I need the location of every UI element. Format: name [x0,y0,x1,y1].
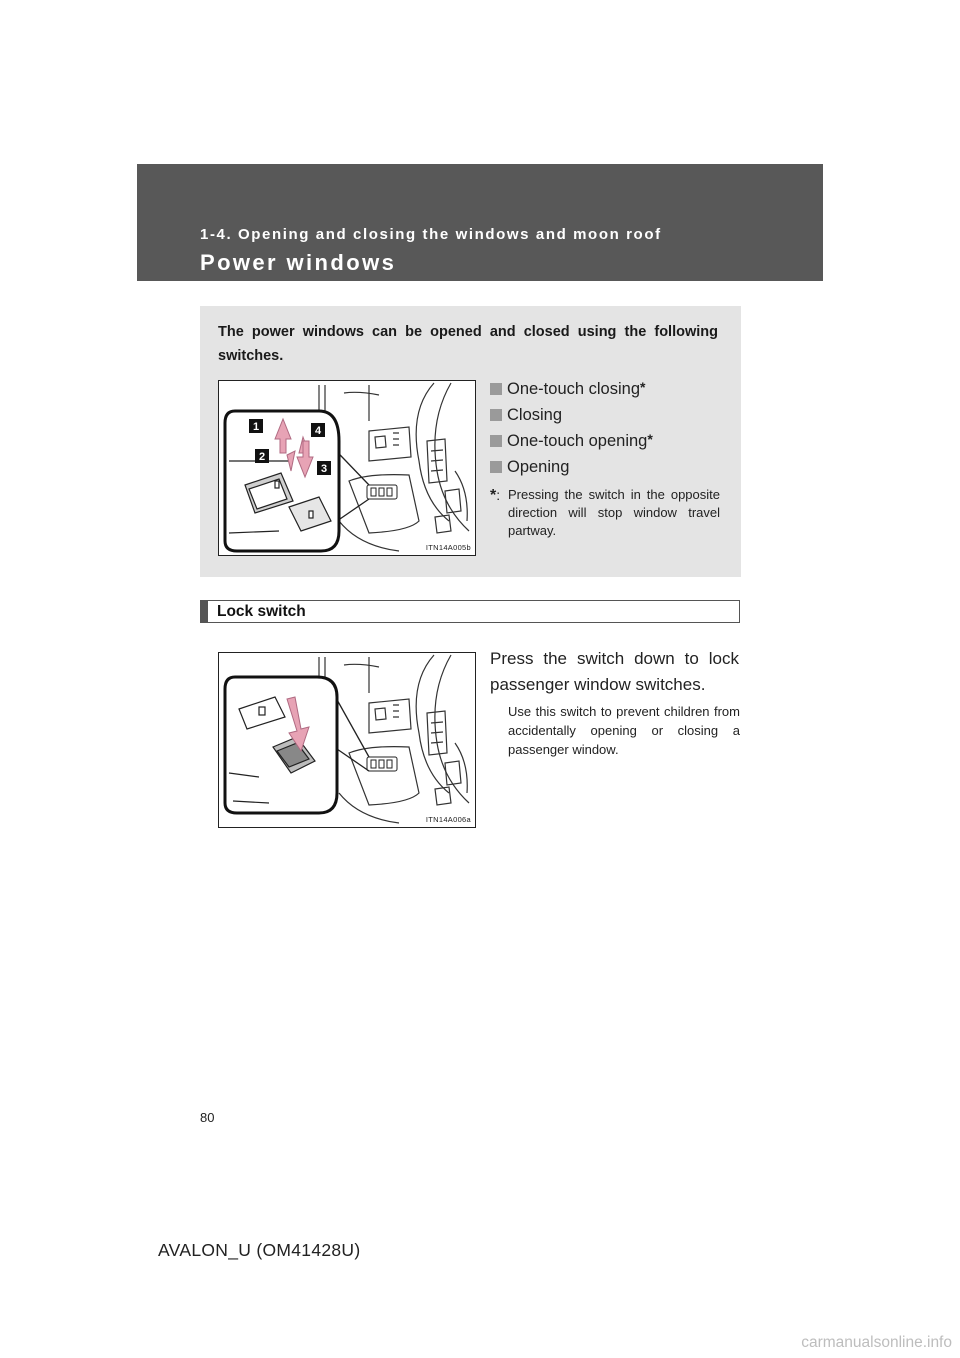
callout-3: 3 [320,463,328,475]
legend-label: Opening [507,457,570,476]
legend-label: Closing [507,405,563,424]
section-label: 1-4. Opening and closing the windows and moon roof [200,226,662,243]
legend-square-3 [490,435,502,447]
legend-label: One-touch closing [507,379,640,398]
page-number: 80 [200,1110,215,1125]
window-switch-figure [218,380,476,556]
legend-square-1 [490,383,502,395]
callout-4: 4 [314,425,322,437]
legend-item-one-touch-closing: One-touch closing * [490,376,722,402]
legend-footnote [490,486,720,540]
lock-switch-heading: Lock switch [217,603,306,620]
lock-switch-note: Use this switch to prevent children from accidentally opening or closing a passenger window. [508,704,740,757]
legend-square-4 [490,461,502,473]
footnote-text: Pressing the switch in the opposite direction will stop window travel partway. [508,487,720,538]
lock-switch-figure [218,652,476,828]
lock-switch-illustration [219,653,475,827]
legend-label: One-touch opening [507,431,648,450]
lock-switch-body: Press the switch down to lock passenger window switches. [490,649,739,694]
callout-1: 1 [252,421,260,433]
footnote-mark: *: [490,487,501,504]
figure-code: ITN14A006a [425,815,471,824]
lock-switch-heading-bar [200,600,740,623]
legend-item-one-touch-opening: One-touch opening * [490,428,722,454]
legend-item-closing [490,402,722,428]
figure-code: ITN14A005b [425,543,471,552]
window-switch-illustration [219,381,475,555]
manual-model-code: AVALON_U (OM41428U) [158,1240,361,1260]
page-title: Power windows [200,250,397,275]
legend-square-2 [490,409,502,421]
legend-item-opening [490,454,722,480]
switch-legend [490,376,722,480]
callout-2: 2 [258,451,266,463]
intro-text: The power windows can be opened and closed using the following switches. [218,324,718,364]
watermark: carmanualsonline.info [801,1334,952,1351]
